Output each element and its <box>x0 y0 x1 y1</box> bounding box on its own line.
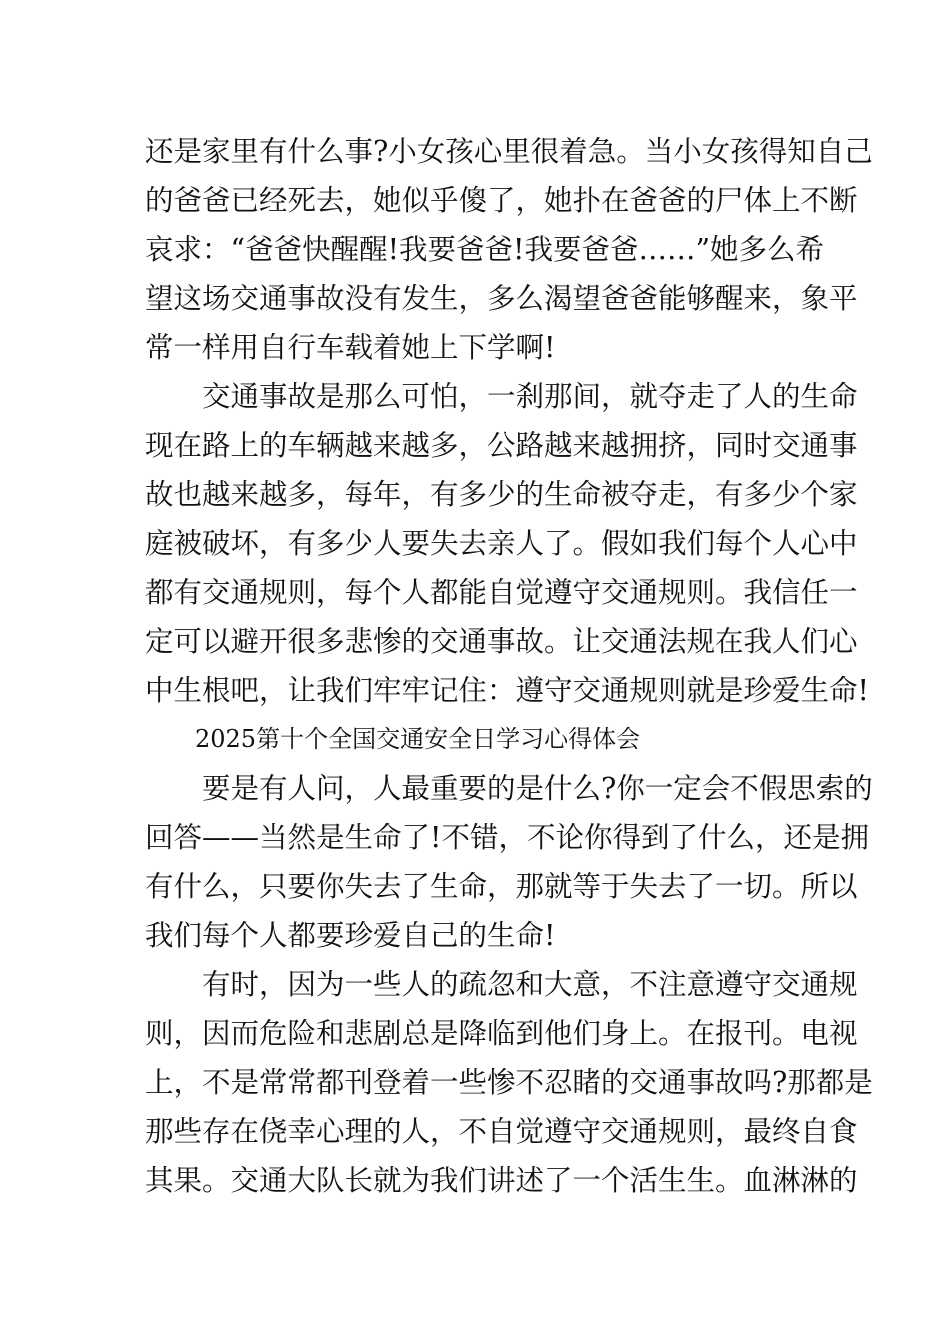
section-heading <box>145 715 810 764</box>
document-body <box>145 127 873 1205</box>
paragraph-4 <box>145 960 873 1205</box>
text-line: 上，不是常常都刊登着一些惨不忍睹的交通事故吗?那都是 <box>145 1066 873 1099</box>
text-line: 其果。交通大队长就为我们讲述了一个活生生。血淋淋的 <box>145 1164 858 1197</box>
text-line: 中生根吧，让我们牢牢记住：遵守交通规则就是珍爱生命! <box>145 674 869 707</box>
text-line: 常一样用自行车载着她上下学啊! <box>145 331 556 364</box>
text-line: 的爸爸已经死去，她似乎傻了，她扑在爸爸的尸体上不断 <box>145 184 858 217</box>
text-line: 那些存在侥幸心理的人，不自觉遵守交通规则，最终自食 <box>145 1115 858 1148</box>
heading-text: 2025第十个全国交通安全日学习心得体会 <box>195 725 641 753</box>
paragraph-1 <box>145 127 873 372</box>
text-line: 望这场交通事故没有发生，多么渴望爸爸能够醒来，象平 <box>145 282 858 315</box>
text-line: 庭被破坏，有多少人要失去亲人了。假如我们每个人心中 <box>145 527 858 560</box>
text-line: 交通事故是那么可怕，一刹那间，就夺走了人的生命 <box>202 380 858 413</box>
text-line: 现在路上的车辆越来越多，公路越来越拥挤，同时交通事 <box>145 429 858 462</box>
text-line: 回答——当然是生命了!不错，不论你得到了什么，还是拥 <box>145 821 869 854</box>
text-line: 都有交通规则，每个人都能自觉遵守交通规则。我信任一 <box>145 576 858 609</box>
text-line: 我们每个人都要珍爱自己的生命! <box>145 919 556 952</box>
paragraph-3 <box>145 764 873 960</box>
text-line: 有什么，只要你失去了生命，那就等于失去了一切。所以 <box>145 870 858 903</box>
text-line: 要是有人问，人最重要的是什么?你一定会不假思索的 <box>202 772 873 805</box>
paragraph-2 <box>145 372 869 715</box>
text-line: 则，因而危险和悲剧总是降临到他们身上。在报刊。电视 <box>145 1017 858 1050</box>
text-line: 哀求：“爸爸快醒醒!我要爸爸!我要爸爸……”她多么希 <box>145 233 825 266</box>
text-line: 故也越来越多，每年，有多少的生命被夺走，有多少个家 <box>145 478 858 511</box>
text-line: 还是家里有什么事?小女孩心里很着急。当小女孩得知自己 <box>145 135 873 168</box>
text-line: 定可以避开很多悲惨的交通事故。让交通法规在我人们心 <box>145 625 858 658</box>
text-line: 有时，因为一些人的疏忽和大意，不注意遵守交通规 <box>202 968 858 1001</box>
